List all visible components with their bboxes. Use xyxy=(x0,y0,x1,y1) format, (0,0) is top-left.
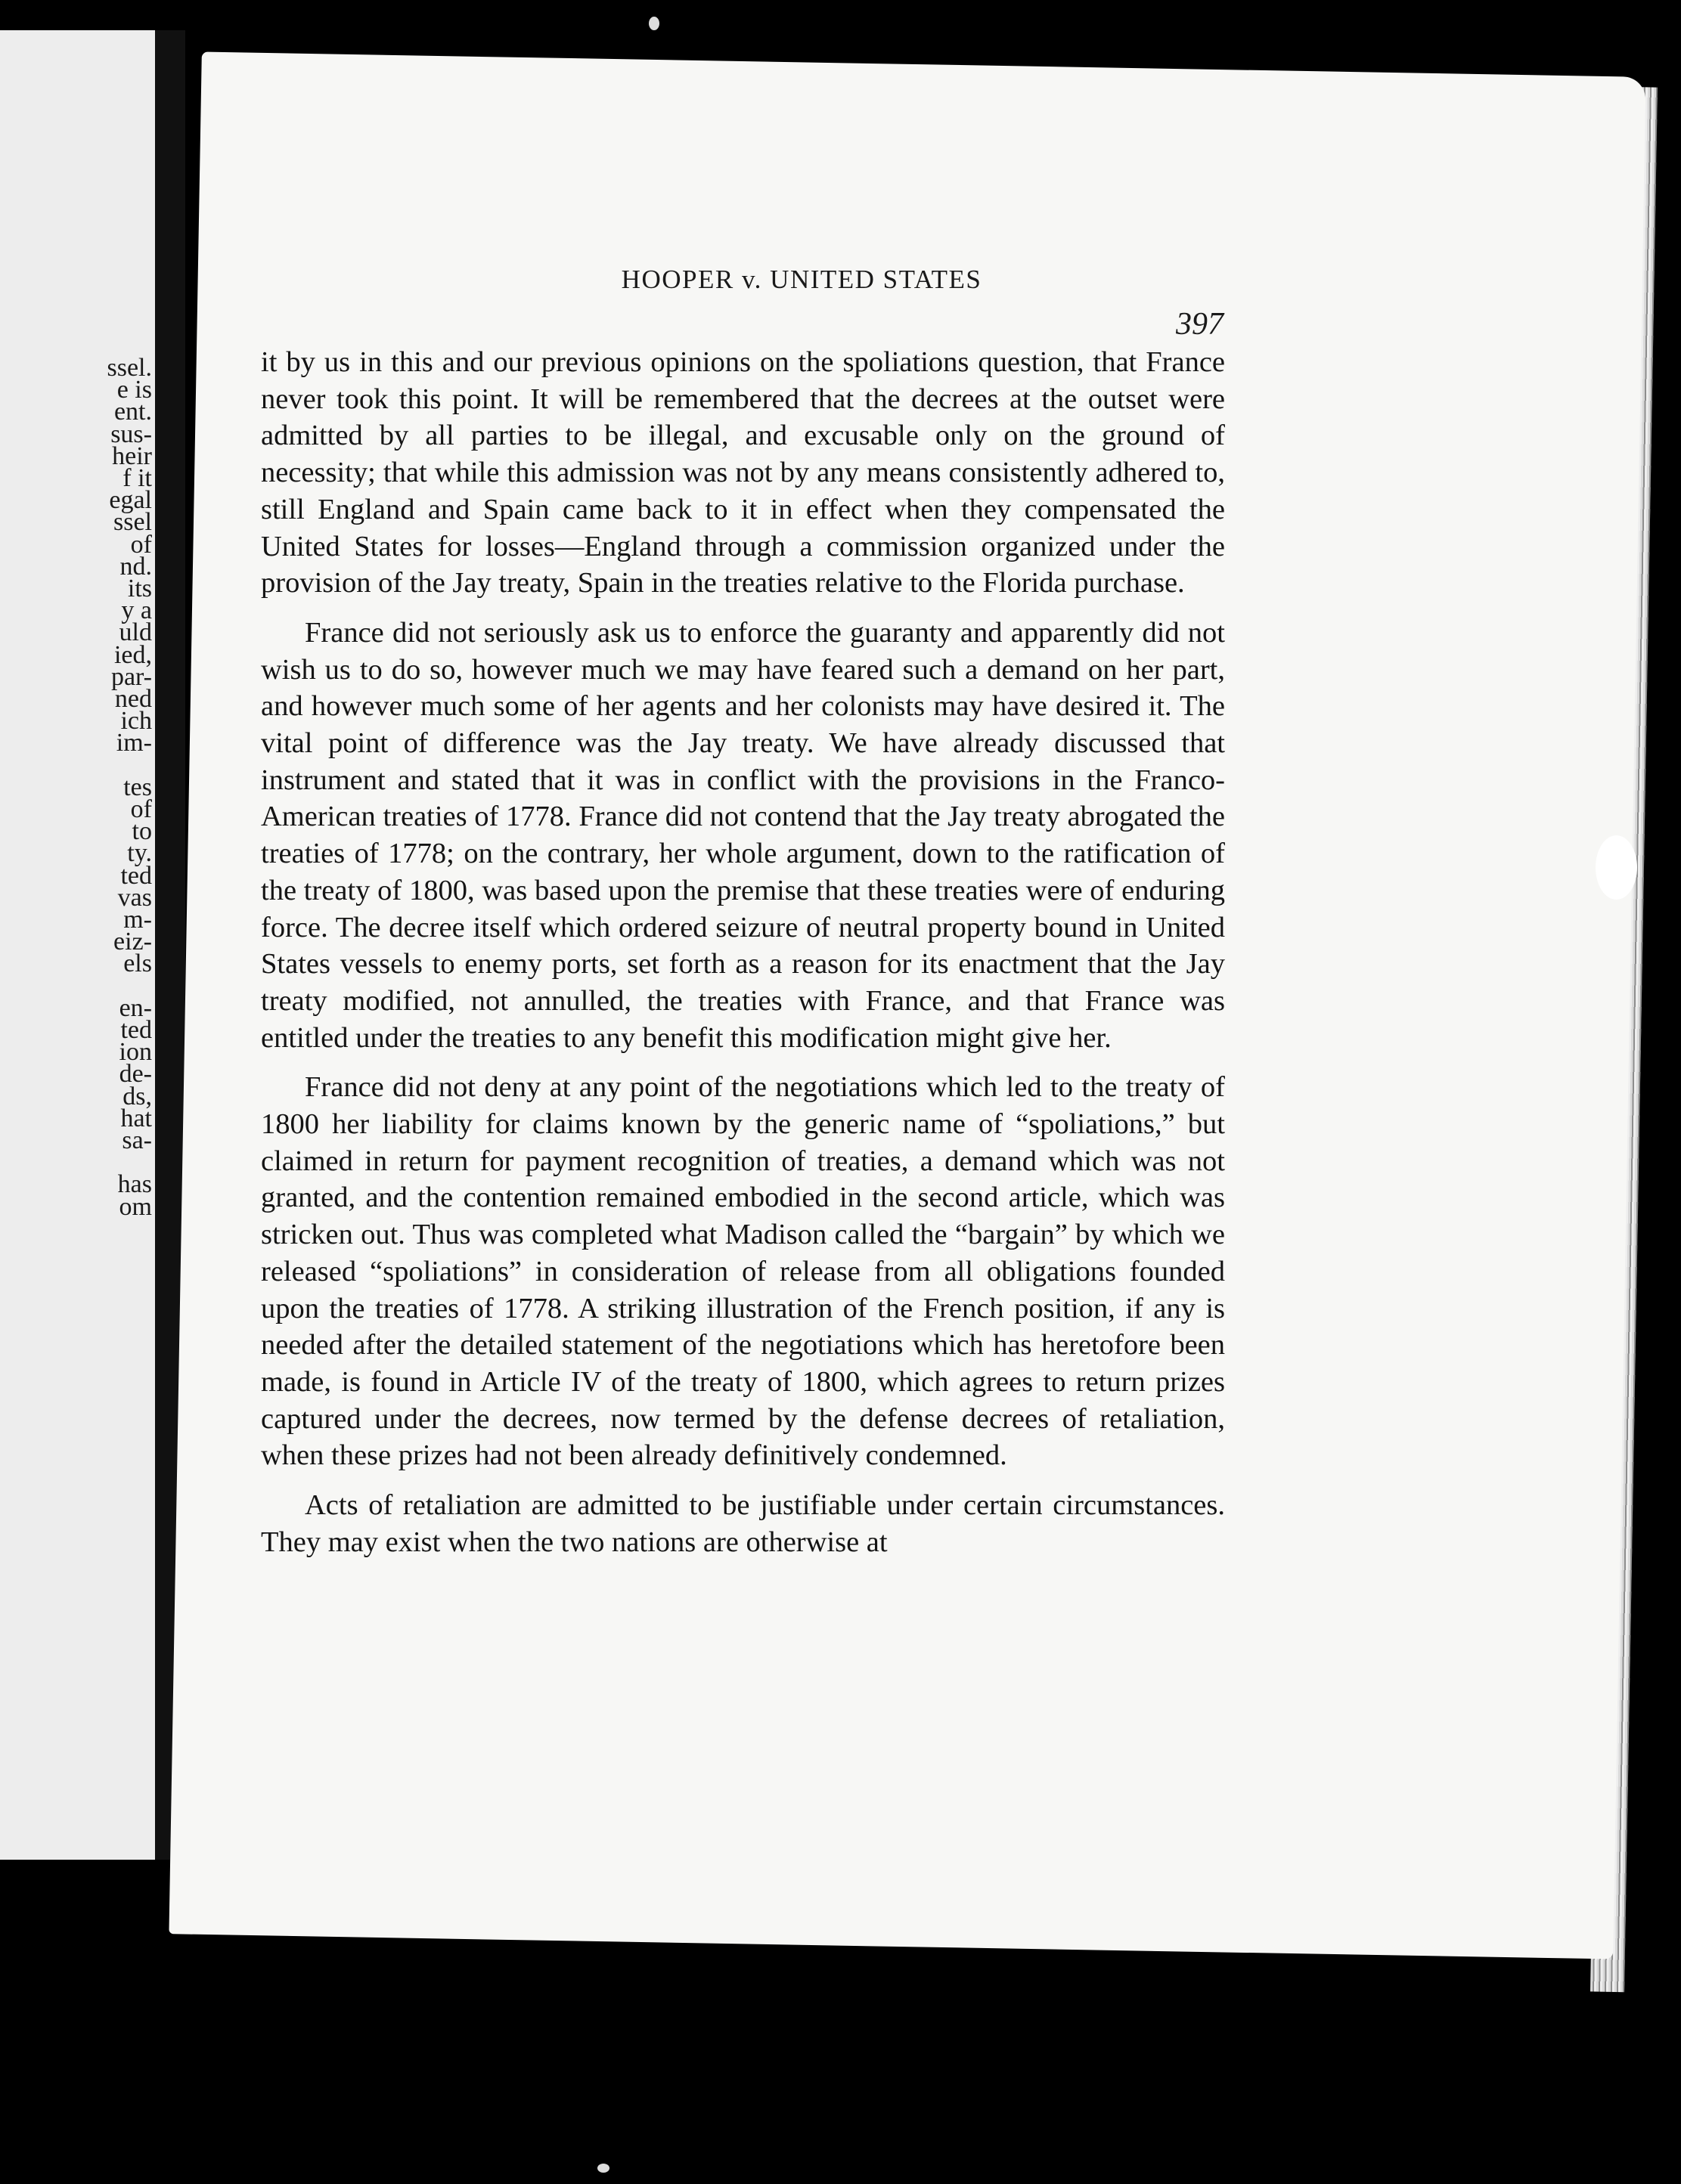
left-page-line-fragment: of xyxy=(130,795,152,823)
paragraph: France did not seriously ask us to enforce the guaranty and apparently did not wish us to do so, however much we may have feared such a demand on her part, and however much some of her agents and her colonists may have desired it. The vital point of difference was the Jay treaty. We have already discussed that instrument and stated that it was in conflict with the provisions in the Franco-American treaties of 1778. France did not contend that the Jay treaty abrogated the treaties of 1778; on the contrary, her whole argument, down to the ratification of the treaty of 1800, was based upon the premise that these treaties were of enduring force. The decree itself which ordered seizure of neutral property bound in United States vessels to enemy ports, set forth as a reason for its enactment that the Jay treaty modified, not annulled, the treaties with France, and that France was entitled under the treaties to any benefit this modification might give her. xyxy=(261,616,1225,1054)
left-page-line-fragment: sa- xyxy=(122,1126,152,1154)
page-number: 397 xyxy=(1176,307,1224,342)
left-page-line-fragment: els xyxy=(123,949,152,978)
left-page-line-fragment: ion xyxy=(119,1038,152,1067)
left-page-line-fragment: of xyxy=(130,530,152,559)
running-head: HOOPER v. UNITED STATES xyxy=(621,265,982,294)
left-page-line-fragment: de- xyxy=(119,1060,152,1089)
left-page-line-fragment: ied, xyxy=(113,640,152,669)
dust-speck xyxy=(649,17,659,30)
page-edge-highlight xyxy=(1596,835,1637,900)
left-page-line-fragment: ds, xyxy=(123,1082,152,1111)
dust-speck xyxy=(597,2164,609,2173)
paragraph: Acts of retaliation are admitted to be justifiable under certain circumstances. They may exist when the two nations are otherwise at xyxy=(261,1489,1225,1558)
left-page-line-fragment: om xyxy=(119,1192,152,1221)
left-page-line-fragment: heir xyxy=(112,441,152,470)
left-page-line-fragment: en- xyxy=(119,993,152,1022)
left-page-line-fragment: m- xyxy=(123,906,152,934)
left-page-line-fragment: ted xyxy=(120,1016,152,1044)
left-facing-page xyxy=(0,30,155,1860)
left-page-line-fragment: ich xyxy=(120,707,152,736)
left-page-line-fragment: ned xyxy=(114,685,152,713)
left-page-line-fragment: par- xyxy=(110,662,152,691)
left-page-line-fragment: sus- xyxy=(110,420,152,448)
left-page-line-fragment: has xyxy=(117,1170,152,1199)
left-page-line-fragment: nd. xyxy=(119,552,152,581)
left-page-line-fragment: ty. xyxy=(127,839,152,868)
left-page-line-fragment: eiz- xyxy=(113,928,152,956)
left-page-line-fragment: y a xyxy=(121,596,152,625)
left-page-line-fragment: f it xyxy=(123,464,152,492)
page-body xyxy=(261,344,1225,1574)
left-page-line-fragment: ent. xyxy=(113,398,152,426)
left-page-line-fragment: egal xyxy=(109,486,152,515)
left-page-line-fragment: e is xyxy=(116,376,152,404)
left-page-line-fragment: hat xyxy=(120,1104,152,1132)
left-page-line-fragment: ssel xyxy=(113,508,152,537)
left-page-line-fragment: ssel. xyxy=(107,354,152,382)
left-page-line-fragment: im- xyxy=(116,729,152,757)
left-page-line-fragment: tes xyxy=(123,773,152,801)
left-page-line-fragment: to xyxy=(132,817,152,846)
paragraph: France did not deny at any point of the negotiations which led to the treaty of 1800 her liability for claims known by the generic name of “spoliations,” but claimed in return for payment recognition of treaties, a demand which was not granted, and the contention remained embodied in the second article, which was stricken out. Thus was completed what Madison called the “bargain” by which we released “spoliations” in consideration of release from all obligations founded upon the treaties of 1778. A striking illustration of the French position, if any is needed after the detailed statement of the negotiations which has heretofore been made, is found in Article IV of the treaty of 1800, which agrees to return prizes captured under the decrees, now termed by the defense decrees of retaliation, when these prizes had not been already definitively condemned. xyxy=(261,1071,1225,1472)
left-page-line-fragment: ted xyxy=(120,861,152,890)
left-page-line-fragment: its xyxy=(127,575,152,603)
left-page-line-fragment: vas xyxy=(117,883,152,912)
left-page-line-fragment: uld xyxy=(119,618,152,647)
paragraph: it by us in this and our previous opinions on the spoliations question, that France never took this point. It will be remembered that the decrees at the outset were admitted by all parties to be illegal, and excusable only on the ground of necessity; that while this admission was not by any means consistently adhered to, still England and Spain came back to it in effect when they compensated the United States for losses—England through a commission organized under the provision of the Jay treaty, Spain in the treaties relative to the Florida purchase. xyxy=(261,346,1225,599)
